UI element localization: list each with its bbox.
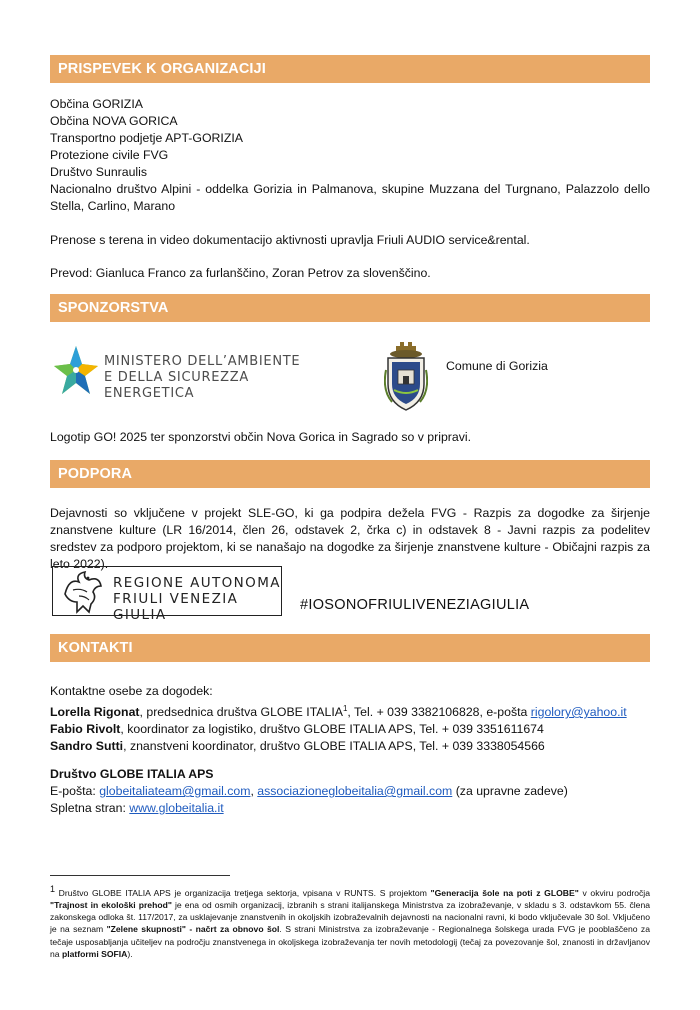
contact-person: Fabio Rivolt, koordinator za logistiko, društvo GLOBE ITALIA APS, Tel. + 039 3351611674 [50, 722, 544, 737]
comune-gorizia-label: Comune di Gorizia [446, 359, 548, 373]
contacts-intro: Kontaktne osebe za dogodek: [50, 684, 213, 698]
gorizia-crest-icon [384, 340, 428, 412]
region-fvg-logo [52, 566, 282, 623]
contact-name: Lorella Rigonat [50, 705, 140, 720]
list-item: Občina GORIZIA [50, 97, 143, 111]
footnote: $^1$ Društvo GLOBE ITALIA APS je organizacija tretjega sektorja, vpisana v RUNTS. S projektom "Generacija šole na poti z GLOBE" v okviru področja "Trajnost in ekološki prehod" je ena od osmih organizacij, izbranih s strani italijanskega Ministrstva za izobraževanje, v skladu s 3. odstavkom 55. člena zakonskega odloka št. 117/2017, za usklajevanje znanstvenih in okoljskih izobraževalnih dejavnosti na nacionalni ravni, ki bodo vključevale 30 šol. Vključeno je na seznam "Zelene skupnosti" - načrt za obnovo šol. S strani Ministrstva za izobraževanje - Regionalnega šolskega urada FVG je pooblaščeno za tečaje usposabljanja učiteljev na področju znanstvenega in okoljskega izobraževanja ter novih metodologij (tečaj za povezovanje šol, znanosti in državljanov na platformi SOFIA). [50, 884, 651, 959]
organization-contact-block [50, 766, 650, 817]
contact-name: Sandro Sutti [50, 739, 124, 754]
support-paragraph: Dejavnosti so vključene v projekt SLE-GO, ki ga podpira dežela FVG - Razpis za dogodke za širjenje znanstvene kulture (LR 16/2014, člen 26, odstavek 2, črka c) in odstavek 8 - Javni razpis za podelitev sredstev za podporo projektom, ki se nanašajo na dogodke za širjenje znanstvene kulture - Običajni razpis za leto 2022). [50, 506, 650, 571]
section-heading-sponsors: SPONZORSTVA [50, 294, 650, 322]
section-heading-support: PODPORA [50, 460, 650, 488]
organization-list [50, 96, 650, 215]
email-link[interactable]: rigolory@yahoo.it [530, 705, 627, 720]
section-heading-contacts: KONTAKTI [50, 634, 650, 662]
website-link[interactable]: www.globeitalia.it [129, 801, 224, 815]
ministry-star-icon [52, 344, 100, 396]
footnote-mark: 1 [50, 884, 56, 894]
ministry-logo [52, 344, 342, 400]
list-item: Društvo Sunraulis [50, 165, 148, 179]
email-link[interactable]: associazioneglobeitalia@gmail.com [257, 784, 453, 798]
website-line: Spletna stran: www.globeitalia.it [50, 801, 224, 815]
hashtag-text: #IOSONOFRIULIVENEZIAGIULIA [300, 597, 530, 613]
footnote-separator [50, 875, 230, 876]
email-line: E-pošta: globeitaliateam@gmail.com, associazioneglobeitalia@gmail.com (za upravne zadeve) [50, 784, 568, 798]
section-heading-organization: PRISPEVEK K ORGANIZACIJI [50, 55, 650, 83]
list-item: Protezione civile FVG [50, 148, 169, 162]
email-link[interactable]: globeitaliateam@gmail.com [99, 784, 251, 798]
contact-name: Fabio Rivolt [50, 722, 121, 737]
region-name: REGIONE AUTONOMA FRIULI VENEZIA GIULIA [113, 575, 281, 623]
contact-person: Lorella Rigonat, predsednica društva GLOBE ITALIA$^1$, Tel. + 039 3382106828, e-pošta rigolory@yahoo.it [50, 704, 627, 720]
audio-paragraph: Prenose s terena in video dokumentacijo aktivnosti upravlja Friuli AUDIO service&rental. [50, 233, 530, 247]
sponsors-note: Logotip GO! 2025 ter sponzorstvi občin Nova Gorica in Sagrado so v pripravi. [50, 430, 472, 444]
footnote-ref[interactable]: 1 [342, 704, 348, 713]
contacts-block [50, 683, 650, 755]
alpini-paragraph: Nacionalno društvo Alpini - oddelka Gorizia in Palmanova, skupine Muzzana del Turgnano, Palazzolo dello Stella, Carlino, Marano [50, 182, 650, 213]
list-item: Občina NOVA GORICA [50, 114, 178, 128]
translation-paragraph: Prevod: Gianluca Franco za furlanščino, Zoran Petrov za slovenščino. [50, 266, 431, 280]
list-item: Transportno podjetje APT-GORIZIA [50, 131, 243, 145]
contact-person: Sandro Sutti, znanstveni koordinator, društvo GLOBE ITALIA APS, Tel. + 039 3338054566 [50, 739, 545, 754]
ministry-name: MINISTERO DELL’AMBIENTE E DELLA SICUREZZA ENERGETICA [104, 354, 301, 401]
eagle-icon [59, 568, 107, 614]
org-name: Društvo GLOBE ITALIA APS [50, 767, 214, 781]
